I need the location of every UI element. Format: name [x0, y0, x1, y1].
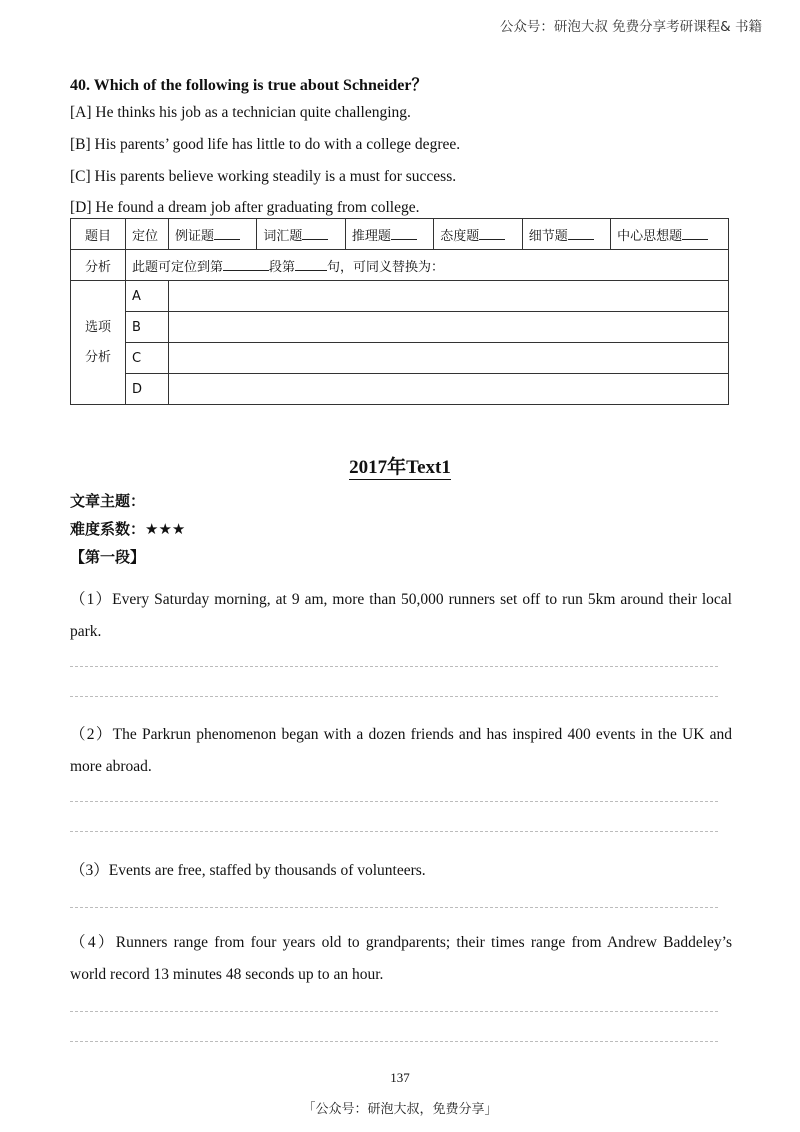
sentence-1: （1）Every Saturday morning, at 9 am, more than 50,000 runners set off to run 5km around their local park. — [70, 591, 732, 640]
answer-line — [70, 666, 718, 667]
option-a-answer-cell — [169, 281, 729, 312]
option-letter-a: A — [126, 281, 169, 312]
answer-line — [70, 907, 718, 908]
type-attitude-cell: 态度题 — [434, 219, 522, 250]
sentence-2: （2）The Parkrun phenomenon began with a dozen friends and has inspired 400 events in the UK and more abroad. — [70, 726, 732, 775]
sentence-3: （3）Events are free, staffed by thousands of volunteers. — [70, 862, 426, 879]
footer-note: 「公众号：研泡大叔，免费分享」 — [302, 1102, 498, 1117]
option-d: [D] He found a dream job after graduating from college. — [70, 199, 420, 216]
type-detail-cell: 细节题 — [522, 219, 610, 250]
analysis-label-cell: 分析 — [71, 250, 126, 281]
option-analysis-label-cell: 选项 分析 — [71, 281, 126, 405]
type-locate-cell: 定位 — [126, 219, 169, 250]
option-letter-c: C — [126, 343, 169, 374]
type-inference-cell: 推理题 — [345, 219, 433, 250]
analysis-text-cell: 此题可定位到第 段第 句，可同义替换为： — [126, 250, 729, 281]
option-letter-b: B — [126, 312, 169, 343]
paragraph-label: 【第一段】 — [70, 548, 146, 566]
option-c-answer-cell — [169, 343, 729, 374]
analysis-table — [70, 218, 729, 405]
type-label-cell: 题目 — [71, 219, 126, 250]
header-note: 公众号：研泡大叔 免费分享考研课程& 书籍 — [499, 19, 762, 35]
answer-line — [70, 1041, 718, 1042]
section-title: 2017年Text1 — [349, 457, 451, 478]
answer-line — [70, 831, 718, 832]
type-mainidea-cell: 中心思想题 — [611, 219, 729, 250]
answer-line — [70, 801, 718, 802]
difficulty-label: 难度系数：★★★ — [70, 520, 186, 538]
topic-label: 文章主题： — [70, 492, 146, 510]
option-a: [A] He thinks his job as a technician quite challenging. — [70, 104, 411, 121]
option-d-answer-cell — [169, 374, 729, 405]
sentence-4: （4）Runners range from four years old to grandparents; their times range from Andrew Baddeley’s world record 13 minutes 48 seconds up to an hour. — [70, 934, 732, 983]
question-title: 40. Which of the following is true about Schneider？ — [70, 77, 428, 94]
option-b-answer-cell — [169, 312, 729, 343]
page-number: 137 — [390, 1070, 410, 1085]
type-vocab-cell: 词汇题 — [257, 219, 345, 250]
option-b: [B] His parents’ good life has little to do with a college degree. — [70, 136, 461, 153]
type-example-cell: 例证题 — [169, 219, 257, 250]
answer-line — [70, 1011, 718, 1012]
option-c: [C] His parents believe working steadily is a must for success. — [70, 168, 457, 185]
answer-line — [70, 696, 718, 697]
option-letter-d: D — [126, 374, 169, 405]
